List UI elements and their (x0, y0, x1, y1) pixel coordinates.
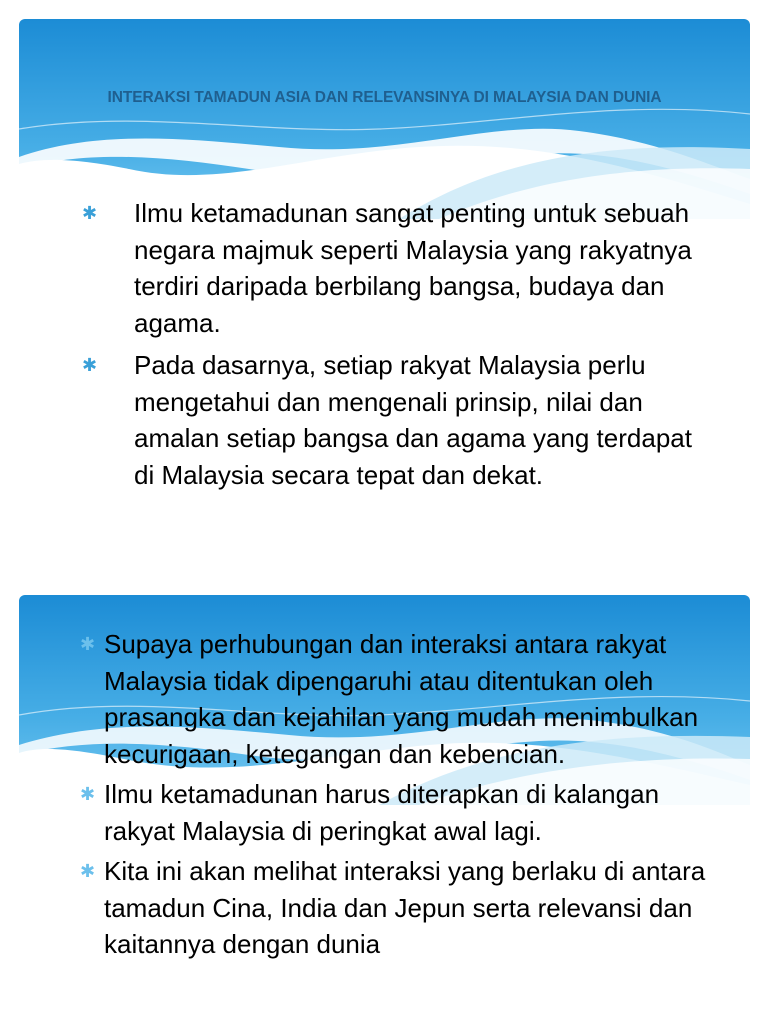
list-item (82, 347, 702, 493)
slide-title: INTERAKSI TAMADUN ASIA DAN RELEVANSINYA DI MALAYSIA DAN DUNIA (107, 89, 662, 106)
asterisk-icon: ✱ (82, 355, 98, 375)
list-item (82, 195, 702, 341)
bullet-list (82, 195, 702, 499)
asterisk-icon: ✱ (80, 634, 96, 654)
bullet-text: Ilmu ketamadunan sangat penting untuk sebuah negara majmuk seperti Malaysia yang rakyatnya terdiri daripada berbilang bangsa, budaya dan agama. (134, 198, 692, 338)
list-item (80, 853, 720, 963)
slide-1 (19, 19, 750, 549)
list-item (80, 776, 720, 849)
bullet-list (80, 626, 720, 967)
asterisk-icon: ✱ (82, 203, 98, 223)
bullet-text: Ilmu ketamadunan harus diterapkan di kalangan rakyat Malaysia di peringkat awal lagi. (104, 779, 660, 846)
list-item (80, 626, 720, 772)
bullet-text: Pada dasarnya, setiap rakyat Malaysia perlu mengetahui dan mengenali prinsip, nilai dan amalan setiap bangsa dan agama yang terdapat di Malaysia secara tepat dan dekat. (134, 350, 692, 490)
bullet-text: Supaya perhubungan dan interaksi antara rakyat Malaysia tidak dipengaruhi atau ditentukan oleh prasangka dan kejahilan yang mudah menimbulkan kecurigaan, ketegangan dan kebencian. (104, 629, 699, 769)
asterisk-icon: ✱ (80, 861, 96, 881)
slide-2 (19, 595, 750, 1024)
slide-1-wave-banner (19, 19, 750, 219)
bullet-text: Kita ini akan melihat interaksi yang berlaku di antara tamadun Cina, India dan Jepun serta relevansi dan kaitannya dengan dunia (104, 856, 706, 959)
asterisk-icon: ✱ (80, 784, 96, 804)
